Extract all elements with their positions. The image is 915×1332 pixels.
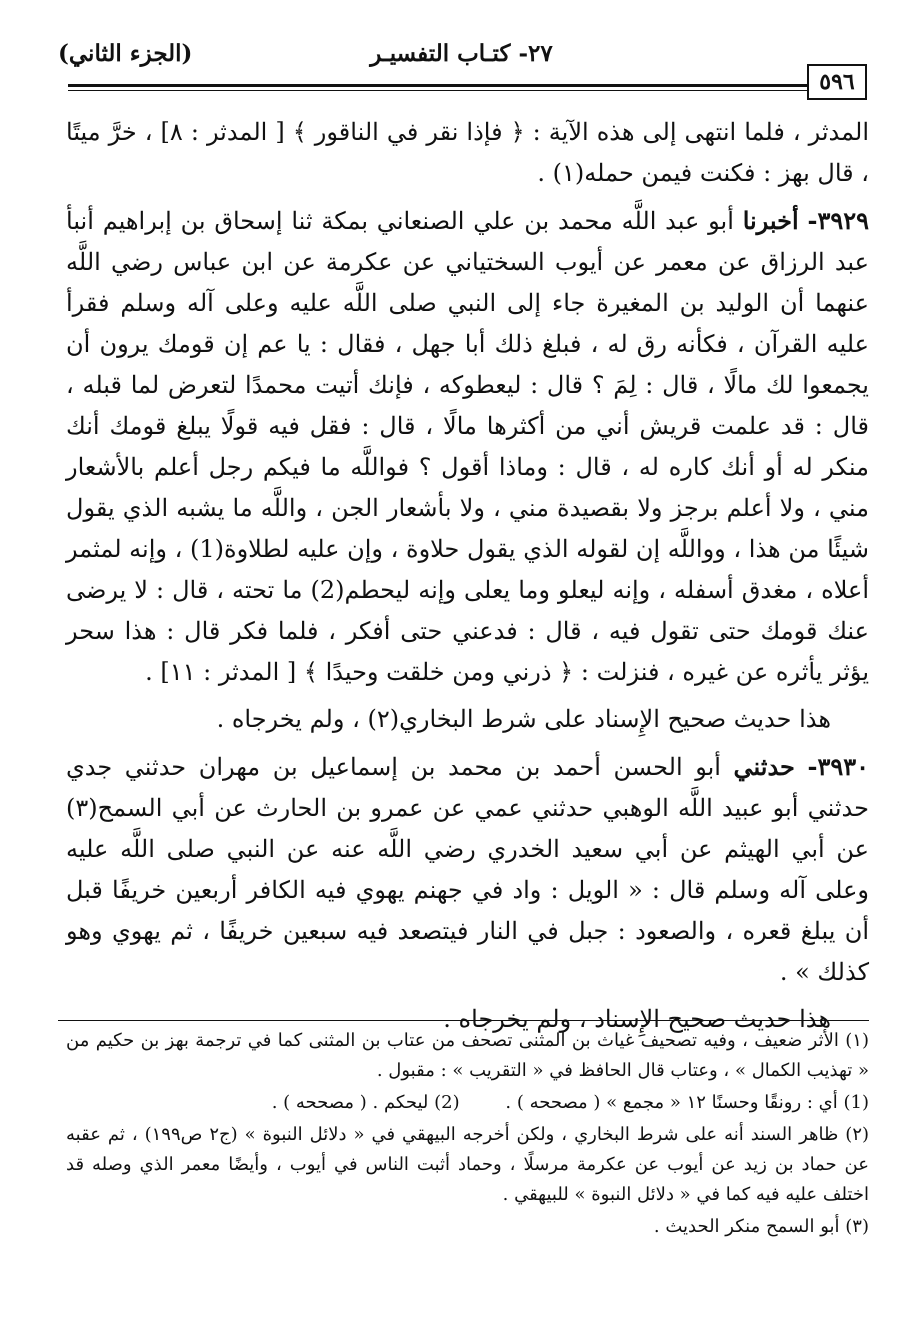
footnote-3: (٣) أبو السمح منكر الحديث . (653, 1216, 869, 1237)
paragraph-continuation: المدثر ، فلما انتهى إلى هذه الآية : ﴿ فإذا نقر في الناقور ﴾ [ المدثر : ٨] ، خرَّ ميتًا ، قال بهز : فكنت فيمن حمله(١) . (66, 118, 870, 187)
header-rule-thin (68, 90, 810, 91)
footnote-1-marginal (66, 1088, 869, 1118)
hadith-text: أبو عبد اللَّه محمد بن علي الصنعاني بمكة ثنا إسحاق بن إبراهيم أنبأ عبد الرزاق عن معمر عن أيوب السختياني عن عكرمة عن ابن عباس رضي اللَّه عنهما أن الوليد بن المغيرة جاء إلى النبي صلى اللَّه عليه وعلى آله وسلم فقرأ عليه القرآن ، فكأنه رق له ، فبلغ ذلك أبا جهل ، فقال : يا عم إن قومك يرون أن يجمعوا لك مالًا ، قال : لِمَ ؟ قال : ليعطوكه ، فإنك أتيت محمدًا لتعرض لما قبله ، قال : قد علمت قريش أني من أكثرها مالًا ، قال : فقل فيه قولًا يبلغ قومك أنك منكر له أو أنك كاره له ، قال : وماذا أقول ؟ فواللَّه ما فيكم رجل أعلم بالأشعار مني ، ولا أعلم برجز ولا بقصيدة مني ، ولا بأشعار الجن ، واللَّه ما يشبه الذي يقول شيئًا من هذا ، وواللَّه إن لقوله الذي يقول حلاوة ، وإن عليه لطلاوة(1) ، وإنه لمثمر أعلاه ، مغدق أسفله ، وإنه ليعلو وما يعلى وإنه ليحطم(2) ما تحته ، قال : لا يرضى عنك قومك حتى تقول فيه ، قال : فدعني حتى أفكر ، فلما فكر قال : هذا سحر يؤثر يأثره عن غيره ، فنزلت : ﴿ ذرني ومن خلقت وحيدًا ﴾ [ المدثر : ١١] . (65, 207, 870, 686)
footnote-1-gloss-a: (1) أي : رونقًا وحسنًا ١٢ « مجمع » ( مصححه ) . (505, 1092, 869, 1113)
book-part-label: (الجزء الثاني) (58, 40, 193, 67)
hadith-3929 (66, 200, 869, 693)
page-number: ٥٩٦ (807, 64, 867, 100)
header-rule-thick (68, 84, 810, 87)
main-text (66, 112, 869, 1046)
hadith-lead-word: حدثني (733, 752, 795, 781)
running-header (58, 40, 865, 76)
footnote-1: (١) الأثر ضعيف ، وفيه تصحيف غياث بن المثنى تصحف من عتاب بن المثنى كما في ترجمة بهز بن حكيم من « تهذيب الكمال » ، وعتاب قال الحافظ في « التقريب » : مقبول . (66, 1030, 869, 1081)
hadith-number: ٣٩٢٩- (807, 206, 869, 235)
hadith-text: أبو الحسن أحمد بن محمد بن إسماعيل بن مهران حدثني جدي حدثني أبو عبيد اللَّه الوهبي حدثني عمي عن عمرو بن الحارث عن أبي السمح(٣) عن أبي الهيثم عن أبي سعيد الخدري رضي اللَّه عنه عن النبي صلى اللَّه عليه وعلى آله وسلم قال : « الويل : واد في جهنم يهوي فيه الكافر أربعين خريفًا قبل أن يبلغ قعره ، والصعود : جبل في النار فيتصعد فيه سبعين خريفًا ، ثم يهوي وهو كذلك » . (66, 753, 869, 986)
hadith-verdict: هذا حديث صحيح الإِسناد على شرط البخاري(٢) ، ولم يخرجاه . (216, 705, 831, 733)
hadith-number: ٣٩٣٠- (807, 752, 869, 781)
hadith-3930 (66, 746, 869, 993)
hadith-lead-word: أخبرنا (742, 206, 799, 235)
footnote-separator (58, 1020, 869, 1021)
footnote-1-gloss-b: (2) ليحكم . ( مصححه ) . (271, 1092, 460, 1113)
chapter-title: ٢٧- كتـاب التفسيـر (370, 40, 553, 67)
hadith-verdict: هذا حديث صحيح الإِسناد ، ولم يخرجاه . (443, 1005, 831, 1033)
footnotes (66, 1026, 869, 1244)
footnote-2: (٢) ظاهر السند أنه على شرط البخاري ، ولكن أخرجه البيهقي في « دلائل النبوة » (ج٢ ص١٩٩) ، ثم عقبه عن حماد بن زيد عن أيوب عن عكرمة مرسلًا ، وحماد أثبت الناس في أيوب ، وأيضًا معمر الذي وصله قد اختلف عليه فيه كما في « دلائل النبوة » للبيهقي . (66, 1124, 870, 1205)
